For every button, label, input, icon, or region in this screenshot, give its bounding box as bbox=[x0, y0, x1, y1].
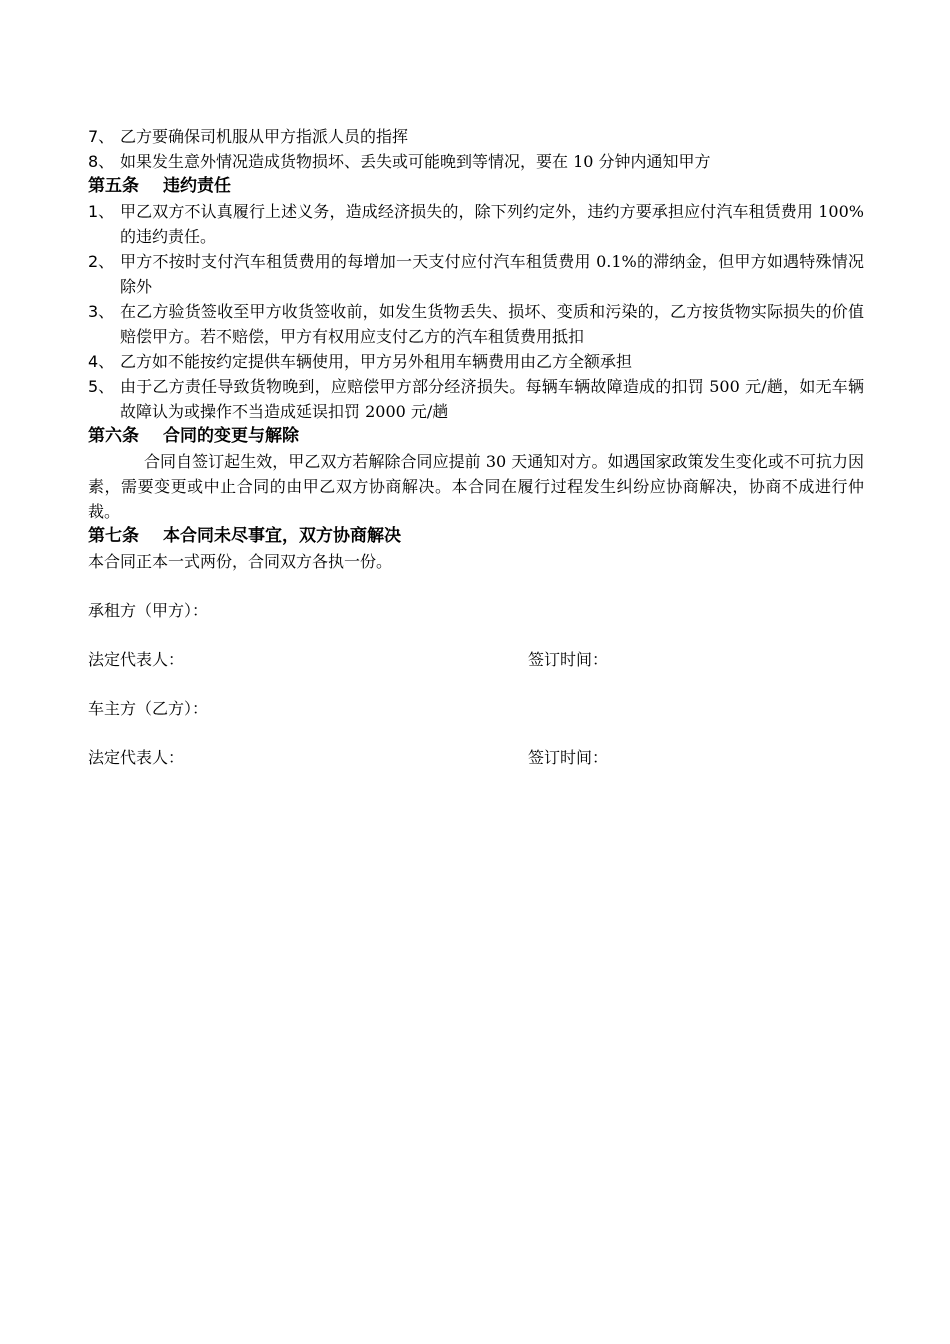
list-item-number: 7、 bbox=[88, 127, 115, 146]
list-item-text: 在乙方验货签收至甲方收货签收前，如发生货物丢失、损坏、变质和污染的，乙方按货物实际损失的价值赔偿甲方。若不赔偿，甲方有权用应支付乙方的汽车租赁费用抵扣 bbox=[120, 302, 864, 346]
article-7-heading bbox=[88, 524, 864, 549]
party-a-representative-label: 法定代表人： bbox=[88, 650, 185, 669]
list-item-text: 乙方要确保司机服从甲方指派人员的指挥 bbox=[120, 127, 409, 146]
article-6-label: 第六条 bbox=[88, 426, 139, 446]
party-b-label: 车主方（乙方）： bbox=[88, 699, 209, 718]
article-5-heading bbox=[88, 174, 864, 199]
article-5-label: 第五条 bbox=[88, 176, 139, 196]
list-item-text: 甲乙双方不认真履行上述义务，造成经济损失的，除下列约定外，违约方要承担应付汽车租赁费用 100%的违约责任。 bbox=[120, 202, 864, 246]
article-6-heading bbox=[88, 424, 864, 449]
article-7-body: 本合同正本一式两份，合同双方各执一份。 bbox=[88, 552, 393, 571]
document-body bbox=[88, 124, 864, 770]
article-7-title: 本合同未尽事宜，双方协商解决 bbox=[163, 526, 401, 546]
article-7-label: 第七条 bbox=[88, 526, 139, 546]
article-6-body: 合同自签订起生效，甲乙双方若解除合同应提前 30 天通知对方。如遇国家政策发生变化或不可抗力因素，需要变更或中止合同的由甲乙双方协商解决。本合同在履行过程发生纠纷应协商解决，协商不成进行仲裁。 bbox=[88, 452, 864, 521]
party-a-rep-line bbox=[88, 647, 864, 672]
list-item-number: 5、 bbox=[88, 377, 115, 396]
party-b-line bbox=[88, 696, 864, 721]
list-item-text: 由于乙方责任导致货物晚到，应赔偿甲方部分经济损失。每辆车辆故障造成的扣罚 500 元/趟，如无车辆故障认为或操作不当造成延误扣罚 2000 元/趟 bbox=[120, 377, 864, 421]
article-6-title: 合同的变更与解除 bbox=[163, 426, 299, 446]
list-item-text: 甲方不按时支付汽车租赁费用的每增加一天支付应付汽车租赁费用 0.1%的滞纳金，但甲方如遇特殊情况除外 bbox=[120, 252, 864, 296]
list-item-number: 2、 bbox=[88, 252, 115, 271]
party-a-sign-date-label: 签订时间： bbox=[528, 650, 609, 669]
list-item bbox=[88, 149, 864, 174]
list-item-number: 1、 bbox=[88, 202, 115, 221]
party-a-label: 承租方（甲方）： bbox=[88, 601, 209, 620]
article-5-title: 违约责任 bbox=[163, 176, 231, 196]
list-item-number: 8、 bbox=[88, 152, 115, 171]
party-b-sign-date-label: 签订时间： bbox=[528, 748, 609, 767]
list-item bbox=[88, 349, 864, 374]
list-item-text: 乙方如不能按约定提供车辆使用，甲方另外租用车辆费用由乙方全额承担 bbox=[120, 352, 633, 371]
list-item bbox=[88, 374, 864, 424]
list-item bbox=[88, 124, 864, 149]
party-a-line bbox=[88, 598, 864, 623]
list-item-number: 4、 bbox=[88, 352, 115, 371]
list-item bbox=[88, 299, 864, 349]
list-item-text: 如果发生意外情况造成货物损坏、丢失或可能晚到等情况，要在 10 分钟内通知甲方 bbox=[120, 152, 711, 171]
party-b-rep-line bbox=[88, 745, 864, 770]
list-item bbox=[88, 249, 864, 299]
list-item bbox=[88, 199, 864, 249]
list-item-number: 3、 bbox=[88, 302, 115, 321]
party-b-representative-label: 法定代表人： bbox=[88, 748, 185, 767]
